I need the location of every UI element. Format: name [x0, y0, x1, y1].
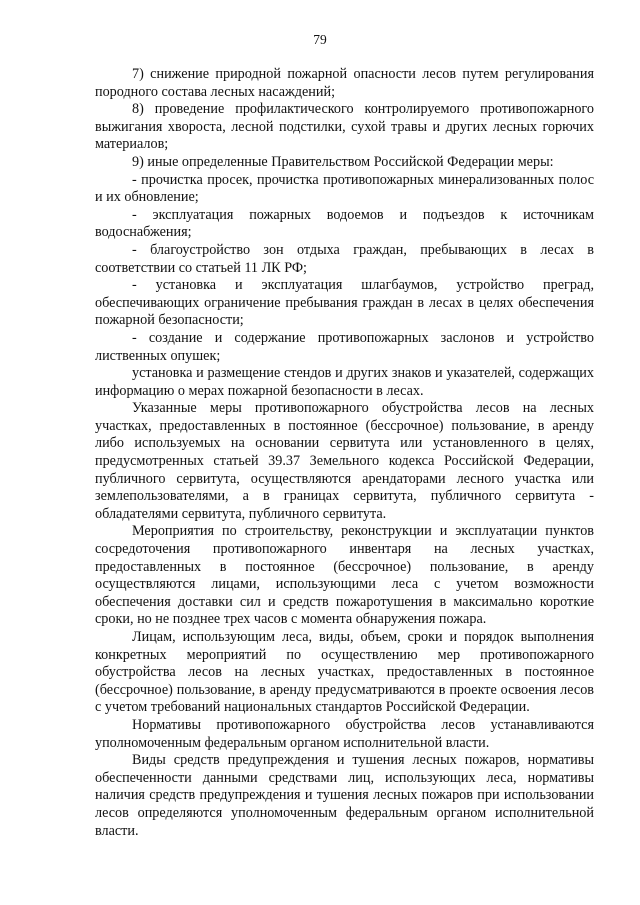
paragraph-item-7: 7) снижение природной пожарной опасности лесов путем регулирования породного состава лесных насаждений;: [95, 66, 594, 100]
paragraph-item-8: 8) проведение профилактического контролируемого противопожарного выжигания хвороста, лесной подстилки, сухой травы и других лесных горючих материалов;: [95, 101, 594, 153]
paragraph-measures-responsibility: Указанные меры противопожарного обустройства лесов на лесных участках, предоставленных в постоянное (бессрочное) пользование, в аренду либо используемых на основании сервитута или установленного в целях, предусмотренных статьей 39.37 Земельного кодекса Российской Федерации, публичного сервитута, осуществляются арендаторами лесного участка или землепользователями, а в границах сервитута, публичного сервитута - обладателями сервитута, публичного сервитута.: [95, 400, 594, 522]
paragraph-stands-signs: установка и размещение стендов и других знаков и указателей, содержащих информацию о мерах пожарной безопасности в лесах.: [95, 365, 594, 399]
paragraph-bullet-firebreaks: - создание и содержание противопожарных заслонов и устройство лиственных опушек;: [95, 329, 594, 364]
paragraph-inventory-points: Мероприятия по строительству, реконструкции и эксплуатации пунктов сосредоточения противопожарного инвентаря на лесных участках, предоставленных в постоянное (бессрочное) пользование, в аренду осуществляются лицами, использующими леса с учетом возможности обеспечения доставки сил и средств пожаротушения в максимально короткие сроки, но не позднее трех часов с момента обнаружения пожара.: [95, 523, 594, 628]
paragraph-fire-equipment: Виды средств предупреждения и тушения лесных пожаров, нормативы обеспеченности данными средствами лиц, использующих леса, нормативы наличия средств предупреждения и тушения лесных пожаров при использовании лесов определяются уполномоченным федеральным органом исполнительной власти.: [95, 752, 594, 839]
page-number: 79: [313, 32, 327, 47]
paragraph-item-9: 9) иные определенные Правительством Российской Федерации меры:: [132, 153, 554, 170]
paragraph-bullet-rest-zones: - благоустройство зон отдыха граждан, пребывающих в лесах в соответствии со статьей 11 ЛК РФ;: [95, 241, 594, 276]
paragraph-forest-project: Лицам, использующим леса, виды, объем, сроки и порядок выполнения конкретных мероприятий по осуществлению мер противопожарного обустройства лесов на лесных участках, предоставленных в постоянное (бессрочное) пользование, в аренду предусматриваются в проекте освоения лесов с учетом требований национальных стандартов Российской Федерации.: [95, 629, 594, 716]
paragraph-bullet-water: - эксплуатация пожарных водоемов и подъездов к источникам водоснабжения;: [95, 206, 594, 241]
paragraph-bullet-barriers: - установка и эксплуатация шлагбаумов, устройство преград, обеспечивающих ограничение пребывания граждан в лесах в целях обеспечения пожарной безопасности;: [95, 277, 594, 329]
paragraph-standards: Нормативы противопожарного обустройства лесов устанавливаются уполномоченным федеральным органом исполнительной власти.: [95, 716, 594, 751]
paragraph-bullet-clearing: - прочистка просек, прочистка противопожарных минерализованных полос и их обновление;: [95, 171, 594, 206]
page-body: [95, 66, 594, 840]
